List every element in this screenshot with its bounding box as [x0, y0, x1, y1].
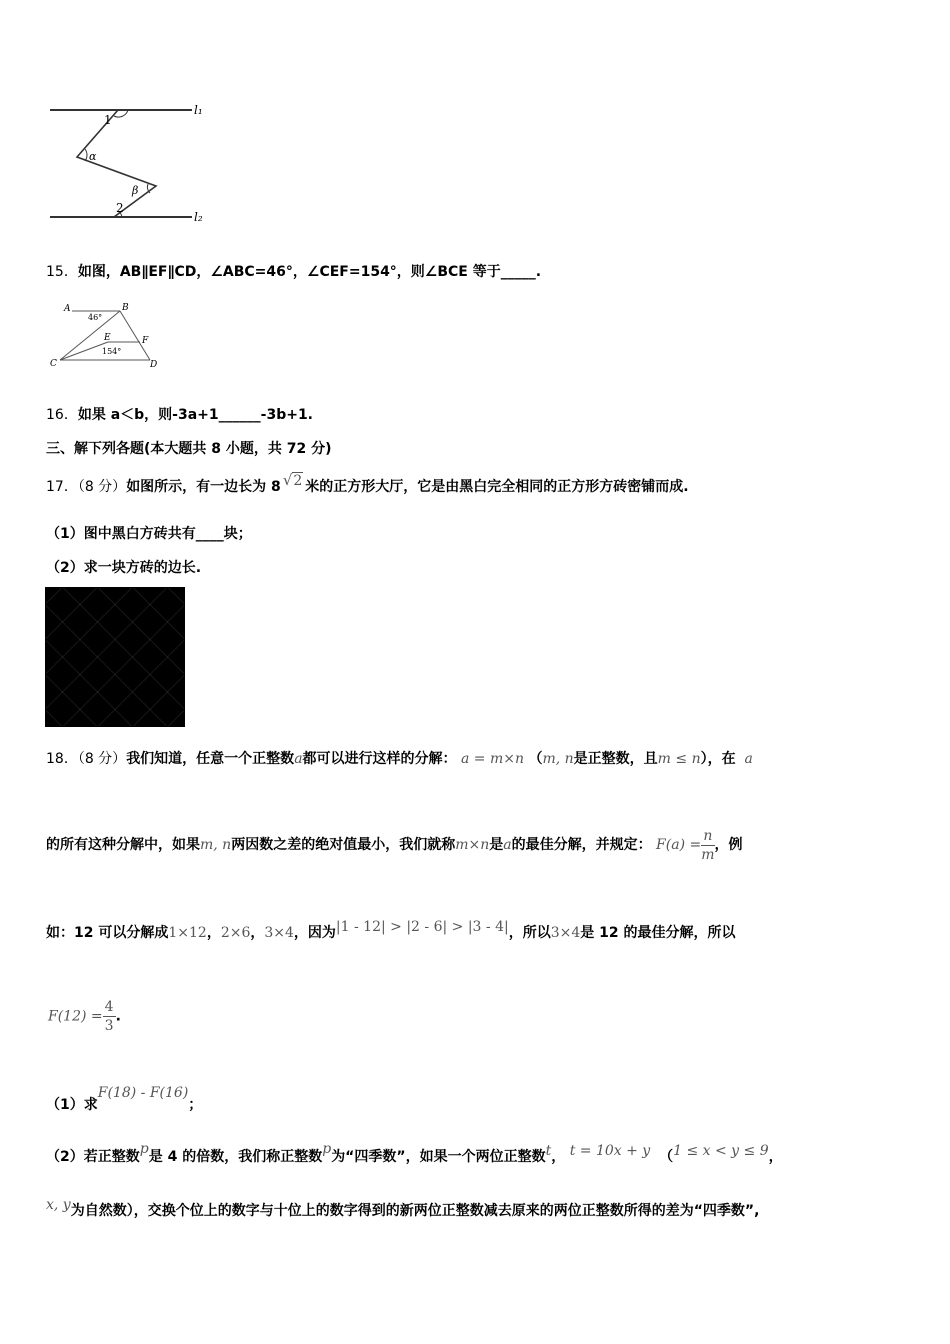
- question-17-part-2: （2）求一块方砖的边长.: [46, 560, 202, 576]
- math-t-eq: t = 10x + y: [569, 1143, 651, 1159]
- q18-text: 我们知道，任意一个正整数: [126, 751, 295, 767]
- math-3x4: 3×4: [264, 925, 294, 941]
- question-18-points: （8 分）: [77, 751, 127, 767]
- q18-text: .: [115, 1008, 121, 1025]
- label-46: 46°: [88, 313, 103, 322]
- tile-floor-figure: [45, 587, 185, 727]
- math-mn: m, n: [200, 837, 232, 853]
- fraction-numerator: n: [701, 827, 714, 846]
- q18-text: ，: [206, 925, 221, 941]
- fraction-denominator: m: [701, 846, 715, 863]
- q18-text: 是 4 的倍数，我们称正整数: [148, 1149, 323, 1165]
- question-17-points: （8 分）: [77, 479, 127, 495]
- question-17-number: 17．: [46, 479, 78, 495]
- question-18-line-4: [48, 998, 121, 1035]
- q18-text: （: [659, 1149, 674, 1165]
- math-a: a: [294, 751, 303, 767]
- question-18-part-1: [46, 1082, 203, 1113]
- label-b: B: [122, 303, 129, 313]
- question-17-text-before: 如图所示，有一边长为 8: [126, 479, 281, 495]
- sqrt-expression: √2: [282, 471, 303, 489]
- math-2x6: 2×6: [220, 925, 251, 941]
- q18-text: ），在: [700, 751, 736, 767]
- question-18-part-2: [46, 1141, 783, 1166]
- label-l1: l₁: [194, 103, 203, 117]
- math-3x4: 3×4: [550, 925, 581, 941]
- question-17-part-1: （1）图中黑白方砖共有____块；: [46, 526, 252, 542]
- q18-text: 的最佳分解，并规定：: [511, 837, 652, 853]
- fraction-numerator: 4: [104, 999, 114, 1015]
- triangle-figure: [46, 296, 166, 376]
- q18-text: （1）求: [46, 1097, 98, 1113]
- q18-text: 两因数之差的绝对值最小，我们就称: [231, 837, 456, 853]
- q18-text: 是: [489, 837, 504, 853]
- question-18-line-1: [46, 748, 753, 768]
- segment-ce: [60, 342, 108, 360]
- math-mxn: m×n: [455, 837, 490, 853]
- math-a: a: [744, 751, 753, 767]
- question-18-line-3: [46, 919, 736, 942]
- question-15: [46, 261, 541, 281]
- label-c: C: [50, 359, 57, 369]
- math-p: p: [322, 1141, 332, 1157]
- math-m-le-n: m ≤ n: [657, 751, 701, 767]
- parallel-lines-figure: [44, 100, 214, 230]
- tile-diamonds: [45, 587, 185, 727]
- label-f: F: [142, 336, 149, 346]
- q18-text: 为自然数），交换个位上的数字与十位上的数字得到的新两位正整数减去原来的两位正整数所得的差为“四季数”,: [70, 1203, 760, 1219]
- label-a: A: [64, 304, 71, 314]
- label-beta: β: [132, 184, 139, 197]
- label-1: 1: [104, 113, 112, 127]
- q18-text: 如：12 可以分解成: [46, 925, 169, 941]
- q18-text: ，因为: [293, 925, 336, 941]
- q18-text: ，例: [714, 837, 743, 853]
- section-3-heading: 三、解下列各题(本大题共 8 小题，共 72 分): [46, 441, 332, 457]
- label-alpha: α: [89, 150, 97, 163]
- question-18-number: 18．: [46, 751, 78, 767]
- label-e: E: [104, 333, 111, 343]
- label-l2: l₂: [194, 210, 203, 224]
- q18-text: 是 12 的最佳分解，所以: [580, 925, 736, 941]
- question-16-text: 如果 a＜b，则-3a+1______-3b+1.: [77, 407, 314, 423]
- math-t: t: [545, 1143, 552, 1159]
- q18-text: ，: [250, 925, 265, 941]
- math-f-12: F(12) =: [48, 1008, 103, 1025]
- sqrt-radicand: 2: [293, 473, 303, 489]
- math-xy: x, y: [46, 1197, 71, 1213]
- question-18-line-6: [46, 1197, 760, 1220]
- q18-text: （2）若正整数: [46, 1149, 140, 1165]
- q18-text: ，: [551, 1149, 566, 1165]
- math-mn: m, n: [542, 751, 574, 767]
- label-d: D: [150, 360, 158, 370]
- question-15-text: 如图，AB∥EF∥CD，∠ABC=46°，∠CEF=154°，则∠BCE 等于_____.: [77, 264, 542, 280]
- question-16: [46, 404, 313, 424]
- question-16-number: 16．: [46, 407, 78, 423]
- q18-text: 都可以进行这样的分解：: [302, 751, 457, 767]
- math-abs-inequality: |1 - 12| > |2 - 6| > |3 - 4|: [335, 919, 509, 935]
- fraction-n-over-m: [701, 827, 714, 864]
- q18-text: ；: [188, 1097, 203, 1113]
- question-18-line-2: [46, 818, 743, 872]
- q18-text: 为“四季数”，如果一个两位正整数: [331, 1149, 546, 1165]
- fraction-denominator: 3: [104, 1018, 114, 1034]
- question-15-number: 15．: [46, 264, 78, 280]
- q18-text: 的所有这种分解中，如果: [46, 837, 200, 853]
- q18-text: （: [528, 751, 543, 767]
- math-1x12: 1×12: [168, 925, 207, 941]
- math-p: p: [139, 1141, 149, 1157]
- question-17-text-after: 米的正方形大厅，它是由黑白完全相同的正方形方砖密铺而成.: [305, 479, 689, 495]
- math-f18-minus-f16: F(18) - F(16): [97, 1085, 189, 1101]
- math-range: 1 ≤ x < y ≤ 9: [673, 1143, 769, 1159]
- q18-text: ，: [768, 1149, 783, 1165]
- math-a-eq-mn: a = m×n: [461, 751, 524, 767]
- math-a: a: [503, 837, 512, 853]
- label-154: 154°: [102, 347, 122, 356]
- question-17: [46, 471, 689, 496]
- q18-text: ，所以: [508, 925, 551, 941]
- q18-text: 是正整数，且: [573, 751, 658, 767]
- fraction-4-over-3: [103, 998, 116, 1035]
- math-f-a: F(a) =: [656, 837, 702, 853]
- label-2: 2: [116, 201, 124, 215]
